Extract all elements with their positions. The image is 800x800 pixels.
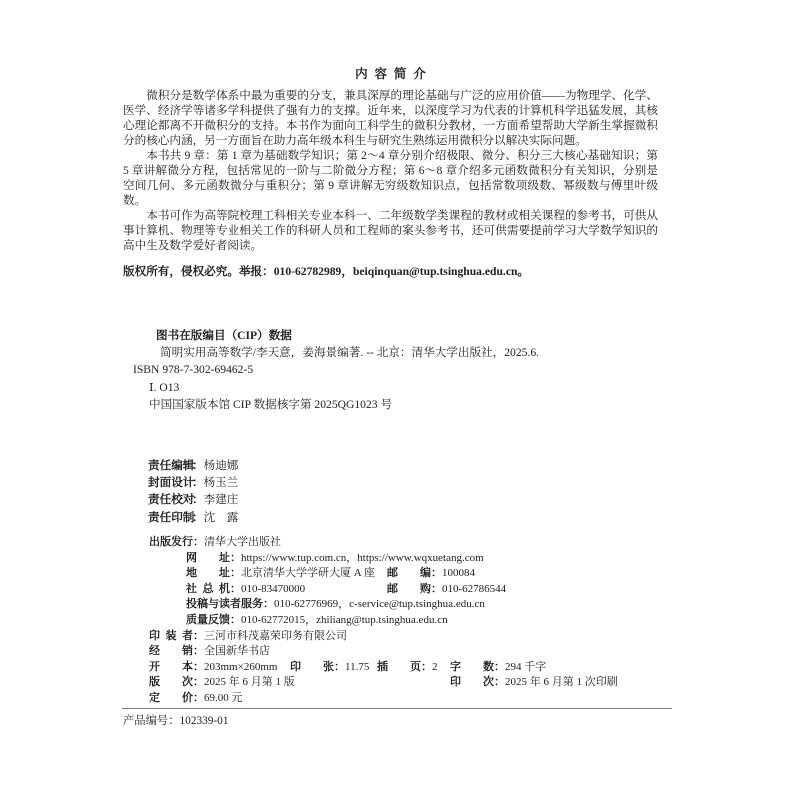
staff-value: 沈 露 [203,510,239,524]
publisher-row: 出版发行：清华大学出版社 [149,535,679,551]
quality-feedback-label: 质量反馈 [186,613,230,626]
bottom-divider [122,708,672,709]
word-count-value: 294 千字 [505,660,547,673]
switchboard-label: 社总机 [186,582,230,595]
staff-row-editor: 责任编辑：杨迪娜 [148,457,238,474]
zip-label: 邮编 [387,567,431,580]
address-label: 地址 [186,567,230,580]
sheets-label: 印张 [290,660,334,673]
zip-cell: 邮编：100084 [387,566,475,582]
staff-value: 杨玉兰 [203,476,239,490]
edition-row: 版次：2025 年 6 月第 1 版 印次：2025 年 6 月第 1 次印刷 [149,675,679,691]
price-row: 定价：69.00 元 [149,691,679,707]
intro-title: 内容简介 [355,67,433,81]
quality-feedback-value: 010-62772015，zhiliang@tup.tsinghua.edu.cn [241,613,448,626]
switchboard-row: 社总机：010-83470000 邮购：010-62786544 [149,582,679,598]
address-value: 北京清华大学学研大厦 A 座 [241,567,375,580]
website-row: 网址：https://www.tup.com.cn，https://www.wqxuetang.com [149,551,679,567]
inserts-label: 插页 [377,660,421,673]
reader-service-value: 010-62776969，c-service@tup.tsinghua.edu.cn [274,598,485,611]
printer-value: 三河市科茂嘉荣印务有限公司 [204,629,347,642]
inserts-value: 2 [432,660,438,673]
word-count-cell: 字数：294 千字 [450,660,546,676]
format-label: 开本 [149,660,193,673]
price-label: 定价 [149,691,193,704]
impression-value: 2025 年 6 月第 1 次印刷 [505,676,618,689]
distributor-value: 全国新华书店 [204,645,270,658]
cip-heading: 图书在版编目（CIP）数据 [156,329,292,342]
intro-body [123,88,658,253]
reader-service-label: 投稿与读者服务 [186,598,263,611]
word-count-label: 字数 [450,660,494,673]
address-row: 地址：北京清华大学学研大厦 A 座 邮编：100084 [149,566,679,582]
edition-value: 2025 年 6 月第 1 版 [204,676,295,689]
product-code-value: 102339-01 [179,715,229,727]
staff-label: 责任编辑 [148,459,195,472]
cip-isbn: ISBN 978-7-302-69462-5 [133,363,254,377]
format-value: 203mm×260mm [204,660,278,673]
cip-classification: Ⅰ. O13 [149,380,180,394]
publisher-label: 出版发行 [149,536,193,548]
mail-order-value: 010-62786544 [442,582,507,595]
inserts-cell: 插页：2 [377,660,438,676]
zip-value: 100084 [442,567,475,580]
printer-label: 印装者 [149,629,193,642]
website-label: 网址 [186,551,230,564]
sheets-cell: 印张：11.75 [290,660,369,676]
cip-record: 中国国家版本馆 CIP 数据核字第 2025QG1023 号 [149,397,393,411]
staff-row-cover-design: 封面设计：杨玉兰 [148,474,238,491]
staff-label: 责任校对 [148,493,195,507]
impression-cell: 印次：2025 年 6 月第 1 次印刷 [450,675,618,691]
cip-block [133,327,678,413]
edition-label: 版次 [149,676,193,689]
quality-feedback-row: 质量反馈：010-62772015，zhiliang@tup.tsinghua.edu.cn [149,613,679,629]
distributor-row: 经销：全国新华书店 [149,644,679,660]
printer-row: 印装者：三河市科茂嘉荣印务有限公司 [149,629,679,645]
cip-description: 简明实用高等数学/李天意，姜海景编著. -- 北京：清华大学出版社，2025.6. [160,346,540,360]
reader-service-row: 投稿与读者服务：010-62776969，c-service@tup.tsinghua.edu.cn [149,597,679,613]
impression-label: 印次 [450,676,494,689]
mail-order-cell: 邮购：010-62786544 [387,582,506,598]
publisher-value: 清华大学出版社 [204,536,281,548]
switchboard-value: 010-83470000 [241,582,306,595]
distributor-label: 经销 [149,645,193,658]
intro-paragraph-3: 本书可作为高等院校理工科相关专业本科一、二年级数学类课程的教材或相关课程的参考书，可供从事计算机、物理等专业相关工作的科研人员和工程师的案头参考书，还可供需要提前学习大学数学知识的高中生及数学爱好者阅读。 [123,209,658,252]
sheets-value: 11.75 [345,660,370,673]
product-code-label: 产品编号 [123,715,169,727]
product-code: 产品编号：102339-01 [123,715,229,727]
staff-value: 李建庄 [203,493,239,507]
intro-paragraph-2: 本书共 9 章：第 1 章为基础数学知识；第 2～4 章分别介绍极限、微分、积分三大核心基础知识；第 5 章讲解微分方程，包括常见的一阶与二阶微分方程；第 6～8 章介绍多元函数微积分有关知识，分别是空间几何、多元函数微分与重积分；第 9 章讲解无穷级数知识点，包括常数项级数、幂级数与傅里叶级数。 [123,149,658,207]
intro-paragraph-1: 微积分是数学体系中最为重要的分支，兼具深厚的理论基础与广泛的应用价值——为物理学、化学、医学、经济学等诸多学科提供了强有力的支撑。近年来，以深度学习为代表的计算机科学迅猛发展，其核心理论都离不开微积分的支持。本书作为面向工科学生的微积分教材，一方面希望帮助大学新生掌握微积分的核心内涵，另一方面旨在助力高年级本科生与研究生熟练运用微积分以解决实际问题。 [123,89,658,147]
staff-value: 杨迪娜 [203,459,239,472]
mail-order-label: 邮购 [387,582,431,595]
staff-credits [148,457,238,526]
staff-label: 责任印制 [148,510,195,524]
staff-label: 封面设计 [148,476,195,490]
website-value: https://www.tup.com.cn，https://www.wqxuetang.com [241,551,484,564]
format-row: 开本：203mm×260mm 印张：11.75 插页：2 字数：294 千字 [149,660,679,676]
staff-row-print-supervisor: 责任印制：沈 露 [148,509,238,526]
copyright-notice: 版权所有，侵权必究。举报：010-62782989，beiqinquan@tup.tsinghua.edu.cn。 [123,265,530,278]
publishing-block [149,535,679,707]
price-value: 69.00 元 [204,691,243,704]
staff-row-proofreader: 责任校对：李建庄 [148,491,238,508]
